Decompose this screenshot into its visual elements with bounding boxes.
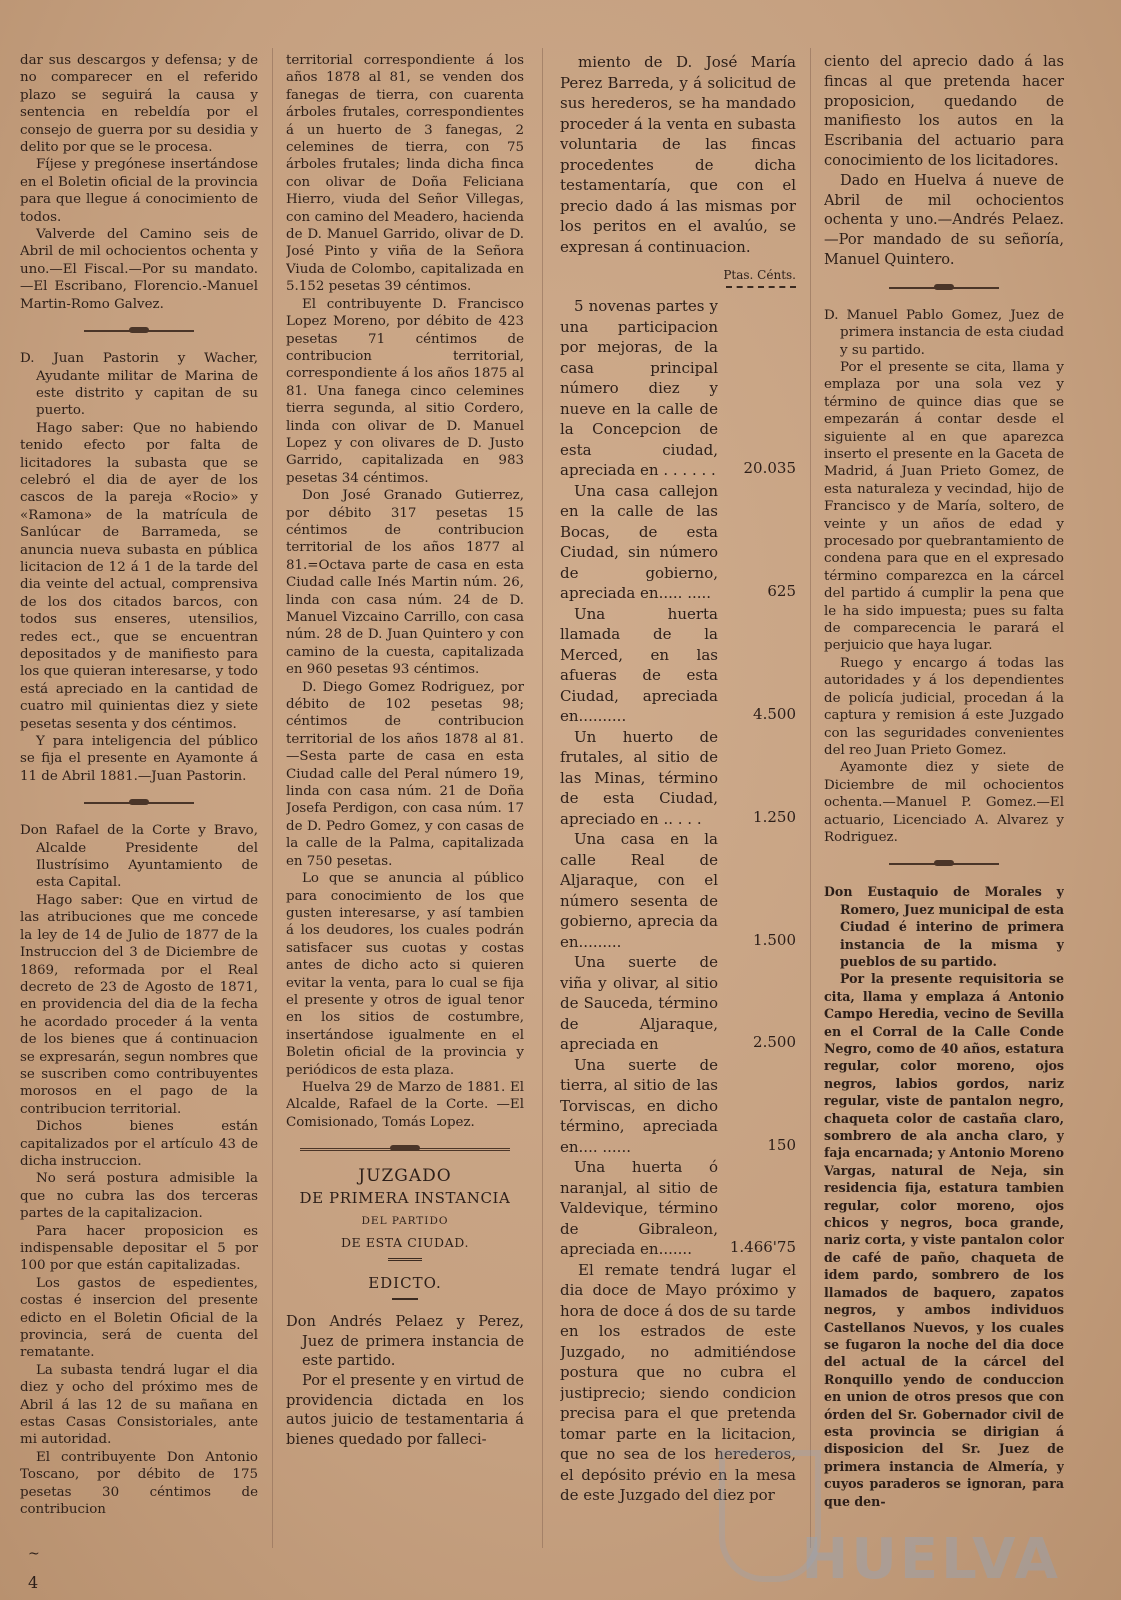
court-heading: JUZGADO	[358, 1166, 452, 1187]
property-item	[560, 1055, 796, 1158]
column-rule	[542, 48, 543, 1548]
property-description: Una huerta ó naranjal, al sitio de Valdevique, término de Gibraleon, apreciada en.......	[560, 1158, 718, 1259]
watermark: HUELVA	[801, 1527, 1061, 1592]
court-subheading: DEL PARTIDO	[361, 1215, 449, 1227]
edict-heading: D. Manuel Pablo Gomez, Juez de primera instancia de esta ciudad y su partido.	[824, 307, 1064, 358]
property-item	[560, 829, 796, 952]
paragraph: Huelva 29 de Marzo de 1881. El Alcalde, Rafael de la Corte. —El Comisionado, Tomás Lopez.	[286, 1079, 524, 1130]
property-price: 625	[767, 582, 796, 601]
property-item	[560, 1157, 796, 1260]
property-item	[560, 296, 796, 481]
section-divider	[300, 1144, 510, 1154]
property-item	[560, 604, 796, 727]
property-description: Una huerta llamada de la Merced, en las afueras de esta Ciudad, apreciada en..........	[560, 604, 718, 726]
property-list	[560, 296, 796, 1260]
column-rule	[272, 48, 273, 1548]
property-description: Una casa en la calle Real de Aljaraque, con el número sesenta de gobierno, aprecia da en.........	[560, 830, 718, 951]
paragraph: Hago saber: Que no habiendo tenido efecto por falta de licitadores la subasta que se celebró el dia de ayer de los cascos de la pareja «Rocio» y «Ramona» de la matrícula de Sanlúcar de Barrameda, se anuncia nueva subasta en pública licitacion de 12 á 1 de la tarde del dia veinte del actual, comprensiva de los dos citados barcos, con todos sus enseres, utensilios, redes ect., que se encuentran depositados y de manifiesto para los que quieran interesarse, y todo está apreciado en la cantidad de cuatro mil quinientas diez y siete pesetas sesenta y dos céntimos.	[20, 420, 258, 732]
paragraph: D. Diego Gomez Rodriguez, por débito de 102 pesetas 98; céntimos de contribucion territorial de los años 1878 al 81.—Sesta parte de casa en esta Ciudad calle del Peral número 19, linda con casa núm. 21 de Doña Josefa Perdigon, con casa núm. 17 de D. Pedro Gomez, y con casas de la calle de la Palma, capitalizada en 750 pesetas.	[286, 679, 524, 869]
paragraph: Valverde del Camino seis de Abril de mil ochocientos ochenta y uno.—El Fiscal.—Por su mandato.—El Escribano, Florencio.-Manuel Martin-Romo Galvez.	[20, 227, 258, 312]
edict-heading: Don Andrés Pelaez y Perez, Juez de primera instancia de este partido.	[286, 1313, 524, 1370]
edict-heading: Don Eustaquio de Morales y Romero, Juez municipal de esta Ciudad é interino de primera instancia de la misma y pueblos de su partido.	[824, 884, 1064, 969]
property-price: 150	[767, 1135, 796, 1154]
paragraph: Para hacer proposicion es indispensable depositar el 5 por 100 por que están capitalizadas.	[20, 1223, 258, 1274]
paragraph: No será postura admisible la que no cubra las dos terceras partes de la capitalizacion.	[20, 1171, 258, 1222]
paragraph: Por la presente requisitoria se cita, llama y emplaza á Antonio Campo Heredia, vecino de Sevilla en el Corral de la Calle Conde Negro, como de 40 años, estatura regular, color moreno, ojos negros, labios gordos, nariz regular, viste de pantalon negro, chaqueta color de castaña claro, sombrero de ala ancha claro, y faja encarnada; y Antonio Moreno Vargas, natural de Neja, sin residencia fija, estatura tambien regular, color moreno, ojos chicos y negros, boca grande, nariz corta, y viste pantalon color de café de paño, chaqueta de idem pardo, sombrero de los llamados de baquero, zapatos negros, y ambos individuos Castellanos Nuevos, y los cuales se fugaron la noche del dia doce del actual de la cárcel del Ronquillo yendo de conduccion en union de otros presos que con órden del Sr. Gobernador civil de esta provincia se dirigian á disposicion del Sr. Juez de primera instancia de Almería, y cuyos paraderos se ignoran, para que den-	[824, 971, 1064, 1509]
property-price: 4.500	[753, 705, 796, 724]
property-price: 1.466'75	[729, 1238, 796, 1257]
section-divider	[84, 326, 194, 336]
currency-header: Ptas. Cénts.	[723, 268, 796, 282]
paragraph: El contribuyente D. Francisco Lopez Moreno, por débito de 423 pesetas 71 céntimos de contribucion territorial, correspondiente á los años 1875 al 81. Una fanega cinco celemines tierra segunda, al sitio Cordero, linda con olivar de D. Manuel Lopez y con olivares de D. Justo Garrido, capitalizada en 983 pesetas 34 céntimos.	[286, 296, 524, 486]
court-subheading: DE PRIMERA INSTANCIA	[299, 1188, 511, 1207]
paragraph: Ruego y encargo á todas las autoridades y á los dependientes de policía judicial, procedan á la captura y remision á este Juzgado con las seguridades convenientes del reo Juan Prieto Gomez.	[824, 655, 1064, 758]
paragraph: Fíjese y pregónese insertándose en el Boletin oficial de la provincia para que llegue á conocimiento de todos.	[20, 157, 258, 225]
paragraph: Los gastos de espedientes, costas é insercion del presente edicto en el Boletin Oficial de la provincia, será de cuenta del rematante.	[20, 1275, 258, 1361]
property-item	[560, 952, 796, 1055]
property-price: 2.500	[753, 1033, 796, 1052]
property-item	[560, 481, 796, 604]
paragraph: Por el presente y en virtud de providencia dictada en los autos juicio de testamentaria á bienes quedado por falleci-	[286, 1372, 524, 1448]
divider	[726, 286, 796, 288]
paragraph: territorial correspondiente á los años 1878 al 81, se venden dos fanegas de tierra, con cuarenta árboles frutales, correspondientes á un huerto de 3 fanegas, 2 celemines de tierra, con 75 árboles frutales; linda dicha finca con olivar de Doña Feliciana Hierro, viuda del Señor Villegas, con camino del Meadero, hacienda de D. Manuel Garrido, olivar de D. José Pinto y viña de la Señora Viuda de Colombo, capitalizada en 5.152 pesetas 39 céntimos.	[286, 53, 524, 295]
column-3	[560, 52, 796, 1542]
paragraph: Don José Granado Gutierrez, por débito 317 pesetas 15 céntimos de contribucion territorial de los años 1877 al 81.=Octava parte de casa en esta Ciudad calle Inés Martin núm. 26, linda con casa núm. 24 de D. Manuel Vizcaino Carrillo, con casa núm. 28 de D. Juan Quintero y con camino de la cuesta, capitalizada en 960 pesetas 93 céntimos.	[286, 488, 524, 678]
paragraph: La subasta tendrá lugar el dia diez y ocho del próximo mes de Abril á las 12 de su mañana en estas Casas Consistoriales, ante mi autoridad.	[20, 1362, 258, 1448]
paragraph: El remate tendrá lugar el dia doce de Mayo próximo y hora de doce á dos de su tarde en los estrados de este Juzgado, no admitiéndose postura que no cubra el justiprecio; siendo condicion precisa para el que pretenda tomar parte en la licitacion, que no sea de los herederos, el depósito prévio en la mesa de este Juzgado del diez por	[560, 1260, 796, 1505]
paragraph: Por el presente se cita, llama y emplaza por una sola vez y término de quince dias que se empezarán á contar desde el siguiente al en que aparezca inserto el presente en la Gaceta de Madrid, á Juan Prieto Gomez, de esta naturaleza y vecindad, hijo de Francisco y de María, soltero, de veinte y un años de edad y procesado por quebrantamiento de condena para que en el expresado término comparezca en la cárcel del partido á cumplir la pena que le ha sido impuesta; pues su falta de comparecencia le parará el perjuicio que haya lugar.	[824, 359, 1064, 654]
property-description: Una suerte de viña y olivar, al sitio de Sauceda, término de Aljaraque, apreciada en	[560, 953, 718, 1054]
column-2	[286, 52, 524, 1542]
paragraph: Y para inteligencia del público se fija el presente en Ayamonte á 11 de Abril 1881.—Juan Pastorin.	[20, 734, 258, 784]
paragraph: Dado en Huelva á nueve de Abril de mil ochocientos ochenta y uno.—Andrés Pelaez.—Por mandado de su señoría, Manuel Quintero.	[824, 171, 1064, 268]
property-description: Un huerto de frutales, al sitio de las Minas, término de esta Ciudad, apreciado en .. . . .	[560, 727, 718, 828]
edict-title: EDICTO.	[368, 1273, 442, 1292]
section-divider	[889, 283, 999, 293]
paragraph: dar sus descargos y defensa; y de no comparecer en el referido plazo se seguirá la causa y sentencia en rebeldía por el consejo de guerra por su desidia y delito por que se le procesa.	[20, 53, 258, 156]
property-description: Una suerte de tierra, al sitio de las Torviscas, en dicho término, apreciada en.... ......	[560, 1055, 718, 1156]
property-description: 5 novenas partes y una participacion por mejoras, de la casa principal número diez y nueve en la calle de la Concepcion de esta ciudad, apreciada en . . . . . .	[560, 297, 718, 480]
property-description: Una casa callejon en la calle de las Bocas, de esta Ciudad, sin número de gobierno, apreciada en..... .....	[560, 481, 718, 603]
divider	[392, 1298, 418, 1300]
property-price: 1.250	[753, 807, 796, 826]
property-item	[560, 727, 796, 830]
edict-heading: Don Rafael de la Corte y Bravo, Alcalde Presidente del Ilustrísimo Ayuntamiento de esta Capital.	[20, 823, 258, 891]
divider	[388, 1258, 422, 1261]
page-number: 4	[28, 1573, 39, 1592]
column-1	[20, 52, 258, 1542]
paragraph: ciento del aprecio dado á las fincas al que pretenda hacer proposicion, quedando de manifiesto los autos en la Escribania del actuario para conocimiento de los licitadores.	[824, 53, 1064, 169]
column-4	[824, 52, 1064, 1542]
paragraph: Dichos bienes están capitalizados por el artículo 43 de dicha instruccion.	[20, 1119, 258, 1169]
property-price: 1.500	[753, 930, 796, 949]
paragraph: Lo que se anuncia al público para conocimiento de los que gusten interesarse, y así tambien á los deudores, los cuales podrán satisfacer sus cuotas y costas antes de dicho acto si quieren evitar la venta, para lo cual se fija el presente y otros de igual tenor en los sitios de costumbre, insertándose igualmente en el Boletin oficial de la provincia y periódicos de esta plaza.	[286, 871, 524, 1078]
column-rule	[810, 48, 811, 1548]
property-price: 20.035	[743, 459, 796, 478]
margin-mark: ~	[28, 1546, 40, 1562]
court-subheading: DE ESTA CIUDAD.	[340, 1235, 470, 1251]
paragraph: Hago saber: Que en virtud de las atribuciones que me concede la ley de 14 de Julio de 1877 de la Instruccion del 3 de Diciembre de 1869, reformada por el Real decreto de 23 de Agosto de 1871, en providencia del dia de la fecha he acordado proceder á la venta de los bienes que á continuacion se expresarán, segun nombres que se suscriben como contribuyentes morosos en el pago de la contribucion territorial.	[20, 892, 258, 1117]
paragraph: miento de D. José María Perez Barreda, y á solicitud de sus herederos, se ha mandado proceder á la venta en subasta voluntaria de las fincas procedentes de dicha testamentaría, que con el precio dado á las mismas por los peritos en el avalúo, se expresan á continuacion.	[560, 53, 796, 256]
paragraph: Ayamonte diez y siete de Diciembre de mil ochocientos ochenta.—Manuel P. Gomez.—El actuario, Licenciado A. Alvarez y Rodriguez.	[824, 760, 1064, 845]
edict-heading: D. Juan Pastorin y Wacher, Ayudante militar de Marina de este distrito y capitan de su puerto.	[20, 351, 258, 419]
section-divider	[889, 859, 999, 869]
paragraph: El contribuyente Don Antonio Toscano, por débito de 175 pesetas 30 céntimos de contribucion	[20, 1449, 258, 1518]
section-divider	[84, 798, 194, 808]
